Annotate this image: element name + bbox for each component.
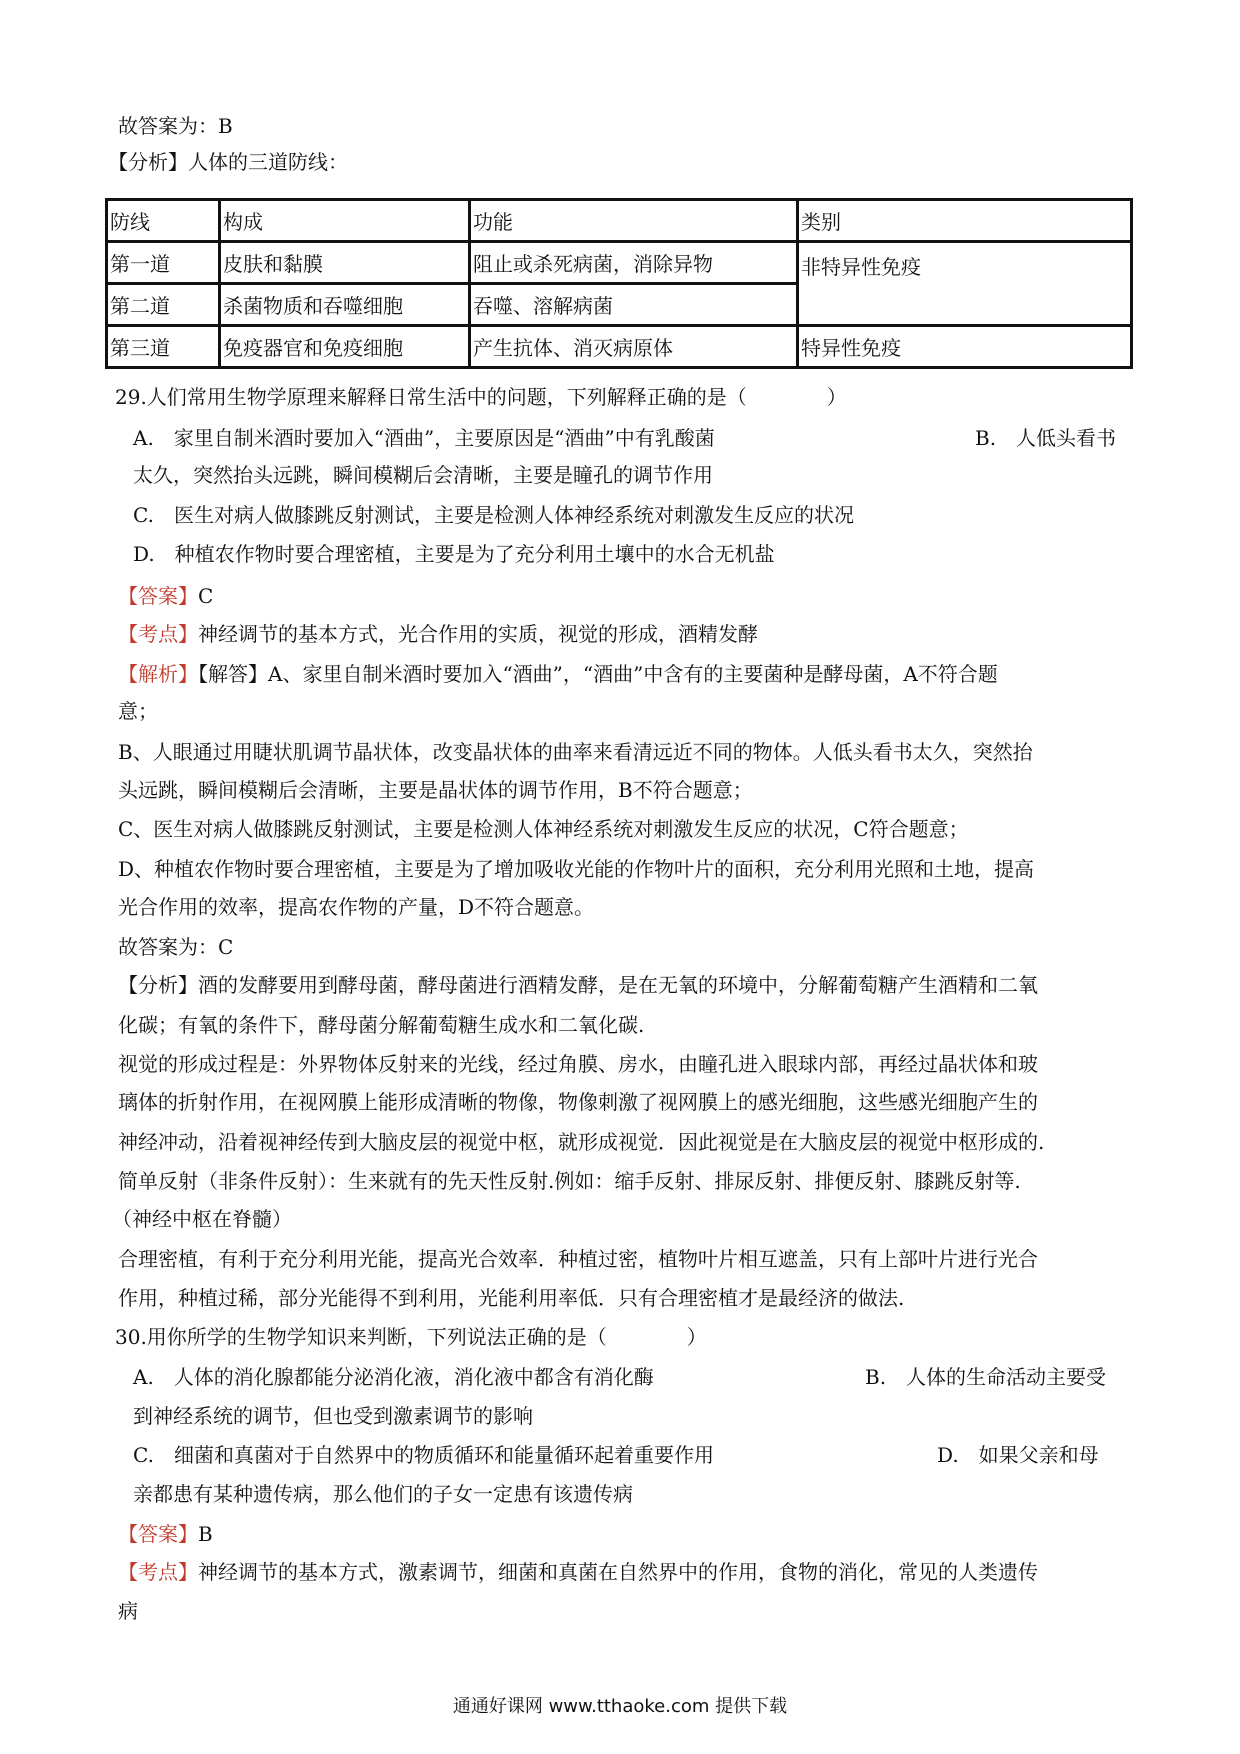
table-header-row xyxy=(107,200,1132,242)
table-cell: 杀菌物质和吞噬细胞 xyxy=(220,284,470,326)
answer-29 xyxy=(118,582,213,610)
defense-lines-table xyxy=(105,198,1133,369)
analysis-29-line: 视觉的形成过程是：外界物体反射来的光线，经过角膜、房水，由瞳孔进入眼球内部，再经过晶状体和玻 xyxy=(118,1052,1038,1076)
question-30: 30.用你所学的生物学知识来判断，下列说法正确的是（ ） xyxy=(115,1325,707,1349)
table-cell: 阻止或杀死病菌，消除异物 xyxy=(470,242,798,284)
table-cell-merged-category: 非特异性免疫 xyxy=(798,242,1132,326)
final-answer-29: 故答案为：C xyxy=(118,935,234,959)
table-cell: 吞噬、溶解病菌 xyxy=(470,284,798,326)
table-cell: 产生抗体、消灭病原体 xyxy=(470,326,798,368)
knowledge-value: 神经调节的基本方式，光合作用的实质，视觉的形成，酒精发酵 xyxy=(198,622,758,646)
table-header-cell: 防线 xyxy=(107,200,220,242)
table-header-cell: 类别 xyxy=(798,200,1132,242)
explanation-29-line: B、人眼通过用睫状肌调节晶状体，改变晶状体的曲率来看清远近不同的物体。人低头看书太久，突然抬 xyxy=(118,740,1033,764)
q30-option-d-head: D. 如果父亲和母 xyxy=(937,1443,1099,1467)
table-cell: 第三道 xyxy=(107,326,220,368)
table-row xyxy=(107,326,1132,368)
explanation-29-line xyxy=(118,660,998,688)
analysis-29-line: 神经冲动，沿着视神经传到大脑皮层的视觉中枢，就形成视觉．因此视觉是在大脑皮层的视觉中枢形成的. xyxy=(118,1130,1045,1154)
explanation-29-line: 意； xyxy=(118,699,158,723)
knowledge-value: 神经调节的基本方式，激素调节，细菌和真菌在自然界中的作用，食物的消化，常见的人类遗传 xyxy=(198,1560,1038,1584)
question-29: 29.人们常用生物学原理来解释日常生活中的问题，下列解释正确的是（ ） xyxy=(115,385,847,409)
q30-option-c: C. 细菌和真菌对于自然界中的物质循环和能量循环起着重要作用 xyxy=(133,1443,714,1467)
q29-option-b-head: B. 人低头看书 xyxy=(975,426,1117,450)
q29-option-a: A. 家里自制米酒时要加入“酒曲”，主要原因是“酒曲”中有乳酸菌 xyxy=(133,426,715,450)
q29-option-c: C. 医生对病人做膝跳反射测试，主要是检测人体神经系统对刺激发生反应的状况 xyxy=(133,503,854,527)
table-cell: 第二道 xyxy=(107,284,220,326)
analysis-29-line: 【分析】酒的发酵要用到酵母菌，酵母菌进行酒精发酵，是在无氧的环境中，分解葡萄糖产生酒精和二氧 xyxy=(118,973,1038,997)
analysis-29-line: 合理密植，有利于充分利用光能，提高光合效率．种植过密，植物叶片相互遮盖，只有上部叶片进行光合 xyxy=(118,1247,1038,1271)
explanation-29-line: 光合作用的效率，提高农作物的产量，D不符合题意。 xyxy=(118,895,595,919)
knowledge-point-29 xyxy=(118,620,758,648)
knowledge-tag: 【考点】 xyxy=(118,1560,198,1584)
table-row xyxy=(107,242,1132,284)
table-header-cell: 功能 xyxy=(470,200,798,242)
explanation-29-line: D、种植农作物时要合理密植，主要是为了增加吸收光能的作物叶片的面积，充分利用光照和土地，提高 xyxy=(118,857,1035,881)
analysis-29-line: （神经中枢在脊髓） xyxy=(112,1207,292,1231)
explanation-29-line: 头远跳，瞬间模糊后会清晰，主要是晶状体的调节作用，B不符合题意； xyxy=(118,778,753,802)
analysis-heading: 【分析】人体的三道防线： xyxy=(108,150,348,174)
explanation-tag: 【解析】 xyxy=(118,662,198,686)
q30-option-a: A. 人体的消化腺都能分泌消化液，消化液中都含有消化酶 xyxy=(133,1365,654,1389)
analysis-29-line: 作用，种植过稀，部分光能得不到利用，光能利用率低．只有合理密植才是最经济的做法. xyxy=(118,1286,905,1310)
answer-tag: 【答案】 xyxy=(118,584,198,608)
answer-value: C xyxy=(198,584,214,608)
q30-option-d-tail: 亲都患有某种遗传病，那么他们的子女一定患有该遗传病 xyxy=(133,1482,633,1506)
explanation-29-line: C、医生对病人做膝跳反射测试，主要是检测人体神经系统对刺激发生反应的状况，C符合题意； xyxy=(118,817,969,841)
answer-tag: 【答案】 xyxy=(118,1522,198,1546)
q29-option-b-tail: 太久，突然抬头远跳，瞬间模糊后会清晰，主要是瞳孔的调节作用 xyxy=(133,463,713,487)
knowledge-point-30-cont: 病 xyxy=(118,1599,138,1623)
q29-option-d: D. 种植农作物时要合理密植，主要是为了充分利用土壤中的水合无机盐 xyxy=(133,542,775,566)
answer-line: 故答案为：B xyxy=(118,114,233,138)
answer-value: B xyxy=(198,1522,213,1546)
q30-option-b-head: B. 人体的生命活动主要受 xyxy=(865,1365,1107,1389)
analysis-29-line: 璃体的折射作用，在视网膜上能形成清晰的物像，物像刺激了视网膜上的感光细胞，这些感光细胞产生的 xyxy=(118,1090,1038,1114)
table-cell: 第一道 xyxy=(107,242,220,284)
table-cell: 特异性免疫 xyxy=(798,326,1132,368)
answer-30 xyxy=(118,1520,213,1548)
analysis-29-line: 化碳；有氧的条件下，酵母菌分解葡萄糖生成水和二氧化碳. xyxy=(118,1013,645,1037)
knowledge-tag: 【考点】 xyxy=(118,622,198,646)
analysis-29-line: 简单反射（非条件反射）：生来就有的先天性反射.例如：缩手反射、排尿反射、排便反射、膝跳反射等. xyxy=(118,1169,1021,1193)
page-footer: 通通好课网 www.tthaoke.com 提供下载 xyxy=(452,1696,788,1717)
knowledge-point-30 xyxy=(118,1558,1038,1586)
explanation-text: 【解答】A、家里自制米酒时要加入“酒曲”，“酒曲”中含有的主要菌种是酵母菌，A不符合题 xyxy=(198,662,998,686)
q30-option-b-tail: 到神经系统的调节，但也受到激素调节的影响 xyxy=(133,1404,533,1428)
table-cell: 免疫器官和免疫细胞 xyxy=(220,326,470,368)
table-cell: 皮肤和黏膜 xyxy=(220,242,470,284)
table-header-cell: 构成 xyxy=(220,200,470,242)
